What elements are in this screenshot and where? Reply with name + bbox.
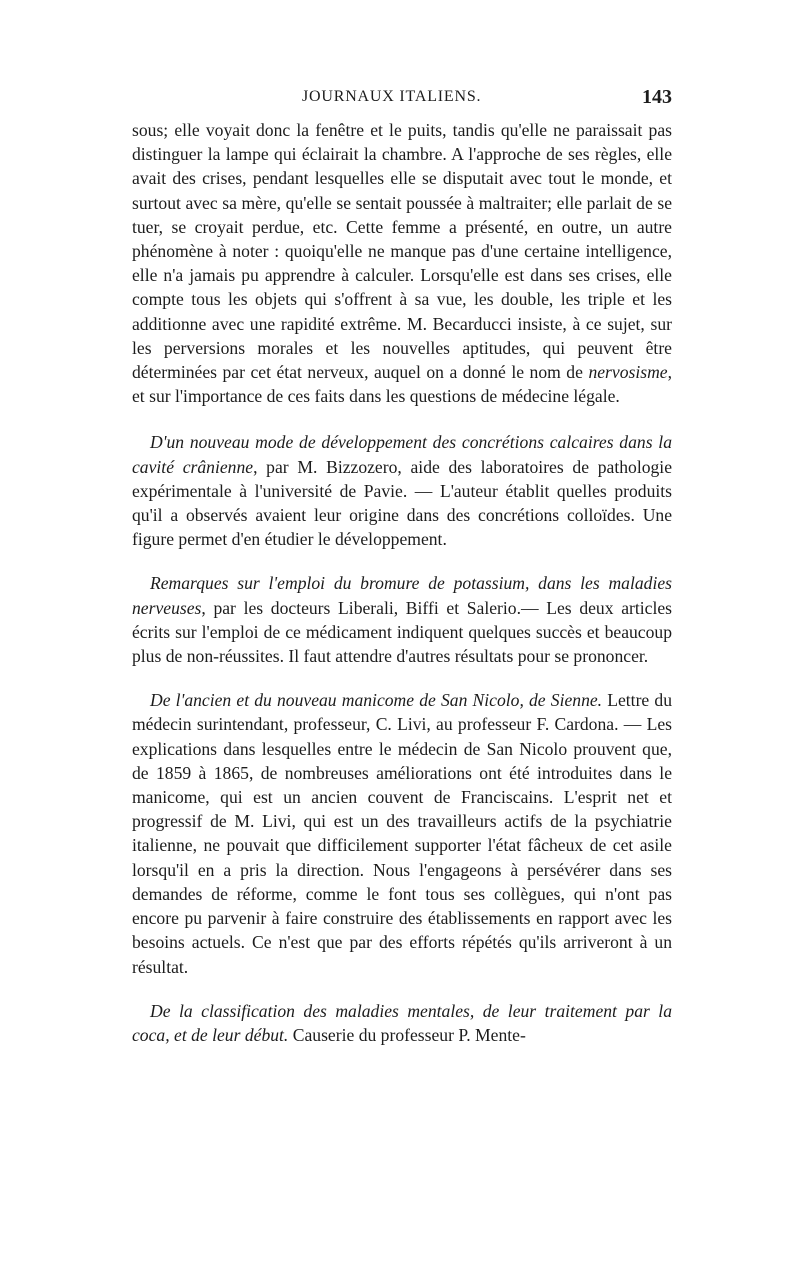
- paragraph-text: Lettre du médecin surintendant, professeur, C. Livi, au professeur F. Cardona. — Les explications dans lesquelles entre le médecin de San Nicolo prouvent que, de 1859 à 1865, de nombreuses améliorations ont été introduites dans le manicome, qui est un ancien couvent de Franciscains. L'esprit net et progressif de M. Livi, qui est un des travailleurs actifs de la psychiatrie italienne, ne pouvait que difficilement supporter l'état fâcheux de cet asile lorsqu'il en a pris la direction. Nous l'engageons à persévérer dans ses demandes de réforme, comme le font tous ses collègues, qui n'ont pas encore pu parvenir à faire construire des établissements en rapport avec les besoins actuels. Ce n'est que par des efforts répétés qu'ils arriveront à un résultat.: [132, 690, 672, 977]
- article-title: Remarques sur l'emploi du bromure de potassium, dans les maladies nerveuses: [132, 573, 672, 618]
- paragraph-text: Causerie du professeur P. Mente-: [288, 1024, 526, 1045]
- paragraph-text: , par les docteurs Liberali, Biffi et Salerio.— Les deux articles écrits sur l'emploi de ce médicament indiquent quelques succès et beaucoup plus de non-réussites. Il faut attendre d'autres résultats pour se prononcer.: [132, 597, 672, 667]
- paragraph-classification: [132, 999, 672, 1047]
- paragraph-text: sous; elle voyait donc la fenêtre et le puits, tandis qu'elle ne paraissait pas distinguer la lampe qui éclairait la chambre. A l'approche de ses règles, elle avait des crises, pendant lesquelles elle se disputait avec tout le monde, et surtout avec sa mère, qu'elle se sentait poussée à maltraiter; elle parlait de se tuer, se croyait perdue, etc. Cette femme a présenté, en outre, un autre phénomène à noter : quoiqu'elle ne manque pas d'une certaine intelligence, elle n'a jamais pu apprendre à calculer. Lorsqu'elle est dans ses crises, elle compte tous les objets qui s'offrent à sa vue, les double, les triple et les additionne avec une rapidité extrême. M. Becarducci insiste, à ce sujet, sur les perversions morales et les nouvelles aptitudes, qui peuvent être déterminées par cet état nerveux, auquel on a donné le nom de: [132, 120, 672, 383]
- paragraph-text: , par M. Bizzozero, aide des laboratoires de pathologie expérimentale à l'université de Pavie. — L'auteur établit quelles produits qu'il a observés avaient leur origine dans des concrétions colloïdes. Une figure permet d'en étudier le développement.: [132, 456, 672, 550]
- paragraph-bizzozero: [132, 430, 672, 551]
- paragraph-bromure: [132, 571, 672, 668]
- paragraph-italic-term: nervosisme: [588, 362, 668, 383]
- page-body: [132, 118, 672, 1047]
- page-header: [132, 88, 672, 118]
- article-title: De l'ancien et du nouveau manicome de San Nicolo, de Sienne.: [150, 690, 603, 711]
- book-page: [132, 88, 672, 1067]
- article-title: D'un nouveau mode de développement des concrétions calcaires dans la cavité crânienne: [132, 432, 672, 477]
- running-title: JOURNAUX ITALIENS.: [302, 88, 482, 105]
- page-number: 143: [642, 86, 672, 108]
- paragraph-text-after: , et sur l'importance de ces faits dans les questions de médecine légale.: [132, 362, 672, 407]
- article-title: De la classification des maladies mentales, de leur traitement par la coca, et de leur début.: [132, 1000, 672, 1045]
- paragraph-manicome: [132, 688, 672, 978]
- paragraph-case-report: [132, 118, 672, 408]
